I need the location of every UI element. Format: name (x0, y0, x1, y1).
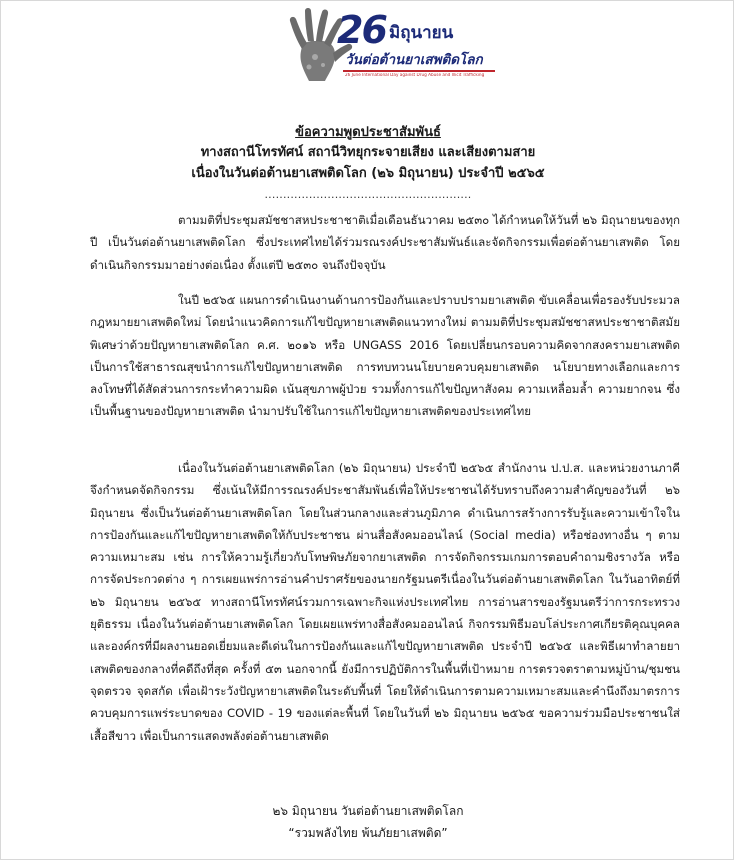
logo-day-number: 26 (337, 8, 386, 52)
logo-month: มิถุนายน (389, 23, 454, 43)
logo-divider (343, 70, 495, 72)
document-subtitle-occasion: เนื่องในวันต่อต้านยาเสพติดโลก (๒๖ มิถุนายน) ประจำปี ๒๕๖๕ (191, 166, 545, 181)
body-paragraph-1 (90, 209, 680, 276)
dotted-separator: ........................................................ (264, 188, 472, 201)
logo-tagline: 26 June International Day against Drug Abuse and Illicit Trafficking (345, 73, 485, 77)
campaign-logo (285, 7, 495, 83)
paragraph-text: ตามมติที่ประชุมสมัชชาสหประชาชาติเมื่อเดือนธันวาคม ๒๕๓๐ ได้กำหนดให้วันที่ ๒๖ มิถุนายนของทุกปี เป็นวันต่อต้านยาเสพติดโลก ซึ่งประเทศไทยได้ร่วมรณรงค์ประชาสัมพันธ์และจัดกิจกรรมเพื่อต่อต้านยาเสพติด โดยดำเนินกิจกรรมมาอย่างต่อเนื่อง ตั้งแต่ปี ๒๕๓๐ จนถึงปัจจุบัน (90, 213, 680, 272)
body-paragraph-2 (90, 289, 680, 423)
paragraph-text: เนื่องในวันต่อต้านยาเสพติดโลก (๒๖ มิถุนายน) ประจำปี ๒๕๖๕ สำนักงาน ป.ป.ส. และหน่วยงานภาคีจึงกำหนดจัดกิจกรรม ซึ่งเน้นให้มีการรณรงค์ประชาสัมพันธ์เพื่อให้ประชาชนได้รับทราบถึงความสำคัญของวันที่ ๒๖ มิถุนายน ซึ่งเป็นวันต่อต้านยาเสพติดโลก โดยในส่วนกลางและส่วนภูมิภาค ดำเนินการสร้างการรับรู้และความเข้าใจในการป้องกันและแก้ไขปัญหายาเสพติดให้กับประชาชน ผ่านสื่อสังคมออนไลน์ (Social media) หรือช่องทางอื่น ๆ ตามความเหมาะสม เช่น การให้ความรู้เกี่ยวกับโทษพิษภัยจากยาเสพติด การจัดกิจกรรมเกมการตอบคำถามชิงรางวัล หรือการจัดประกวดต่าง ๆ การเผยแพร่การอ่านคำปราศรัยของนายกรัฐมนตรีเนื่องในวันต่อต้านยาเสพติดโลก ในวันอาทิตย์ที่ ๒๖ มิถุนายน ๒๕๖๕ ทางสถานีโทรทัศน์รวมการเฉพาะกิจแห่งประเทศไทย การอ่านสารของรัฐมนตรีว่าการกระทรวงยุติธรรม เนื่องในวันต่อต้านยาเสพติดโลก โดยเผยแพร่ทางสื่อสังคมออนไลน์ กิจกรรมพิธีมอบโล่ประกาศเกียรติคุณบุคคลและองค์กรที่มีผลงานยอดเยี่ยมและดีเด่นในการป้องกันและแก้ไขปัญหายาเสพติด ประจำปี ๒๕๖๕ และพิธีเผาทำลายยาเสพติดของกลางที่คดีถึงที่สุด ครั้งที่ ๕๓ นอกจากนี้ ยังมีการปฏิบัติการในพื้นที่เป้าหมาย การตรวจตราตามหมู่บ้าน/ชุมชน จุดตรวจ จุดสกัด เพื่อเฝ้าระวังปัญหายาเสพติดในระดับพื้นที่ โดยให้ดำเนินการตามความเหมาะสมและคำนึงถึงมาตรการควบคุมการแพร่ระบาดของ COVID - 19 ของแต่ละพื้นที่ โดยในวันที่ ๒๖ มิถุนายน ๒๕๖๕ ขอความร่วมมือประชาชนใส่เสื้อสีขาว เพื่อเป็นการแสดงพลังต่อต้านยาเสพติด (90, 461, 680, 743)
closing-date-line: ๒๖ มิถุนายน วันต่อต้านยาเสพติดโลก (272, 804, 464, 818)
paragraph-text: ในปี ๒๕๖๕ แผนการดำเนินงานด้านการป้องกันและปราบปรามยาเสพติด ขับเคลื่อนเพื่อรองรับประมวลกฎหมายยาเสพติดใหม่ โดยนำแนวคิดการแก้ไขปัญหายาเสพติดแนวทางใหม่ ตามมติที่ประชุมสมัชชาสหประชาชาติสมัยพิเศษว่าด้วยปัญหายาเสพติดโลก ค.ศ. ๒๐๑๖ หรือ UNGASS 2016 โดยเปลี่ยนกรอบความคิดจากสงครามยาเสพติด เป็นการใช้สาธารณสุขนำการแก้ไขปัญหายาเสพติด การทบทวนนโยบายควบคุมยาเสพติด นโยบายทางเลือกและการลงโทษที่ได้สัดส่วนการกระทำความผิด เน้นสุขภาพผู้ป่วย รวมทั้งการแก้ไขปัญหาสังคม ความเหลื่อมล้ำ ความยากจน ซึ่งเป็นพื้นฐานของปัญหายาเสพติด นำมาปรับใช้ในการแก้ไขปัญหายาเสพติดของประเทศไทย (90, 293, 680, 419)
document-title: ข้อความพูดประชาสัมพันธ์ (295, 125, 441, 140)
document-subtitle-media: ทางสถานีโทรทัศน์ สถานีวิทยุกระจายเสียง และเสียงตามสาย (200, 145, 536, 160)
body-paragraph-3 (90, 457, 680, 747)
closing-slogan: “รวมพลังไทย พ้นภัยยาเสพติด” (288, 826, 448, 840)
logo-subtitle: วันต่อต้านยาเสพติดโลก (345, 52, 483, 68)
